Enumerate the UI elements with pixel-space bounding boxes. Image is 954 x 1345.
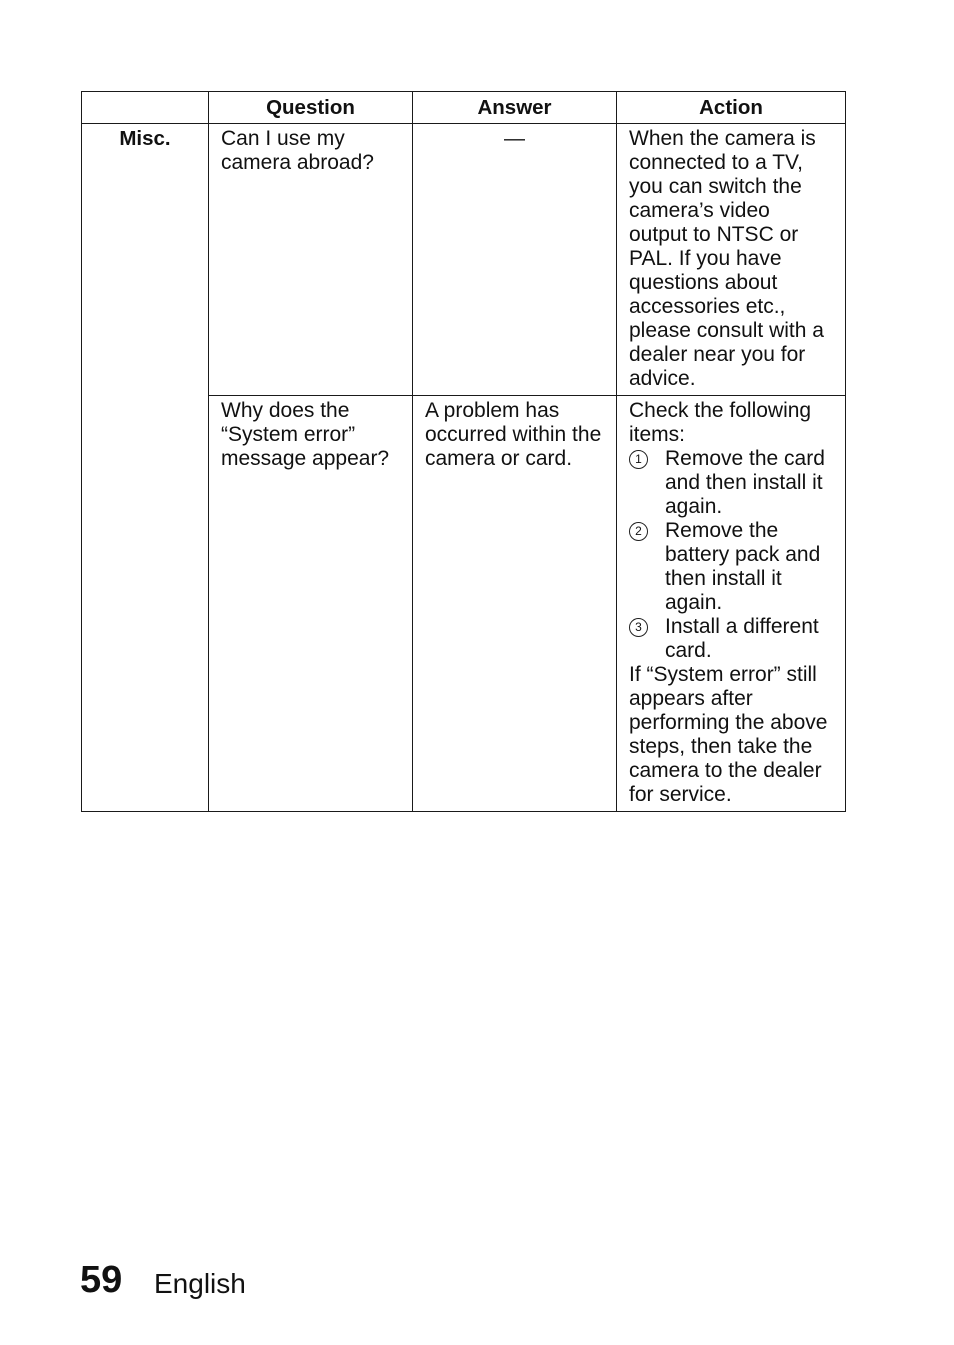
step-text: Remove the battery pack and then install it again. (665, 519, 821, 614)
page-footer (80, 1258, 246, 1302)
header-question: Question (209, 92, 413, 124)
answer-cell: A problem has occurred within the camera or card. (413, 396, 617, 812)
faq-table (81, 91, 846, 812)
question-cell: Why does the “System error” message appear? (209, 396, 413, 812)
step-number-badge: 2 (629, 522, 648, 541)
page-language: English (154, 1268, 246, 1299)
step-item (629, 447, 833, 519)
page-number: 59 (80, 1259, 123, 1301)
step-number-badge: 1 (629, 450, 648, 469)
action-intro: Check the following items: (629, 399, 812, 446)
category-cell: Misc. (82, 124, 209, 812)
header-blank (82, 92, 209, 124)
table-row (82, 124, 846, 396)
action-cell (617, 396, 846, 812)
answer-cell: — (413, 124, 617, 396)
step-text: Install a different card. (665, 615, 819, 662)
step-text: Remove the card and then install it again. (665, 447, 825, 518)
step-number-badge: 3 (629, 618, 648, 637)
action-cell: When the camera is connected to a TV, you can switch the camera’s video output to NTSC or PAL. If you have questions about accessories etc., please consult with a dealer near you for advice. (617, 124, 846, 396)
question-cell: Can I use my camera abroad? (209, 124, 413, 396)
action-outro: If “System error” still appears after performing the above steps, then take the camera to the dealer for service. (629, 663, 828, 806)
header-answer: Answer (413, 92, 617, 124)
step-item (629, 519, 833, 615)
header-row (82, 92, 846, 124)
header-action: Action (617, 92, 846, 124)
step-item (629, 615, 833, 663)
